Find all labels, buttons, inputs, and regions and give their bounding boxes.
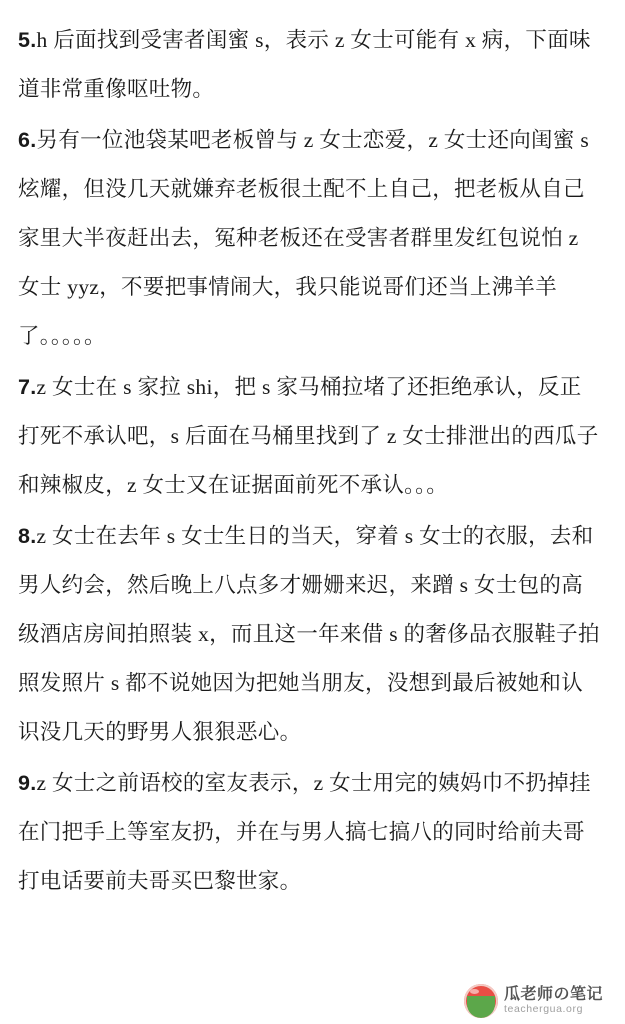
paragraph-9 bbox=[18, 759, 601, 906]
paragraph-7-number: 7. bbox=[18, 375, 37, 399]
watermark-title: 瓜老师の笔记 bbox=[503, 986, 603, 1004]
paragraph-6 bbox=[18, 116, 601, 361]
watermark-subtitle: teachergua.org bbox=[503, 1002, 584, 1015]
paragraph-7-text: z 女士在 s 家拉 shi，把 s 家马桶拉堵了还拒绝承认，反正打死不承认吧，s 后面在马桶里找到了 z 女士排泄出的西瓜子和辣椒皮，z 女士又在证据面前死不承认。。。 bbox=[18, 375, 599, 497]
paragraph-6-text: 另有一位池袋某吧老板曾与 z 女士恋爱，z 女士还向闺蜜 s 炫耀，但没几天就嫌弃老板很土配不上自己，把老板从自己家里大半夜赶出去，冤种老板还在受害者群里发红包说怕 z 女士 yyz，不要把事情闹大，我只能说哥们还当上沸羊羊了。。。。。 bbox=[18, 128, 589, 348]
paragraph-8 bbox=[18, 512, 601, 757]
paragraph-8-text: z 女士在去年 s 女士生日的当天，穿着 s 女士的衣服，去和男人约会，然后晚上八点多才姗姗来迟，来蹭 s 女士包的高级酒店房间拍照装 x，而且这一年来借 s 的奢侈品衣服鞋子拍照发照片 s 都不说她因为把她当朋友，没想到最后被她和认识没几天的野男人狠狠恶心。 bbox=[18, 524, 600, 744]
paragraph-9-number: 9. bbox=[18, 771, 37, 795]
paragraph-5 bbox=[18, 16, 601, 114]
paragraph-5-text: h 后面找到受害者闺蜜 s，表示 z 女士可能有 x 病，下面味道非常重像呕吐物。 bbox=[18, 28, 591, 101]
paragraph-9-text: z 女士之前语校的室友表示，z 女士用完的姨妈巾不扔掉挂在门把手上等室友扔，并在与男人搞七搞八的同时给前夫哥打电话要前夫哥买巴黎世家。 bbox=[18, 771, 591, 893]
watermark-text bbox=[504, 987, 603, 1015]
watermelon-icon bbox=[464, 984, 498, 1018]
paragraph-6-number: 6. bbox=[18, 128, 37, 152]
paragraph-5-number: 5. bbox=[18, 28, 37, 52]
paragraph-7 bbox=[18, 363, 601, 510]
paragraph-8-number: 8. bbox=[18, 524, 37, 548]
watermark bbox=[464, 984, 603, 1018]
